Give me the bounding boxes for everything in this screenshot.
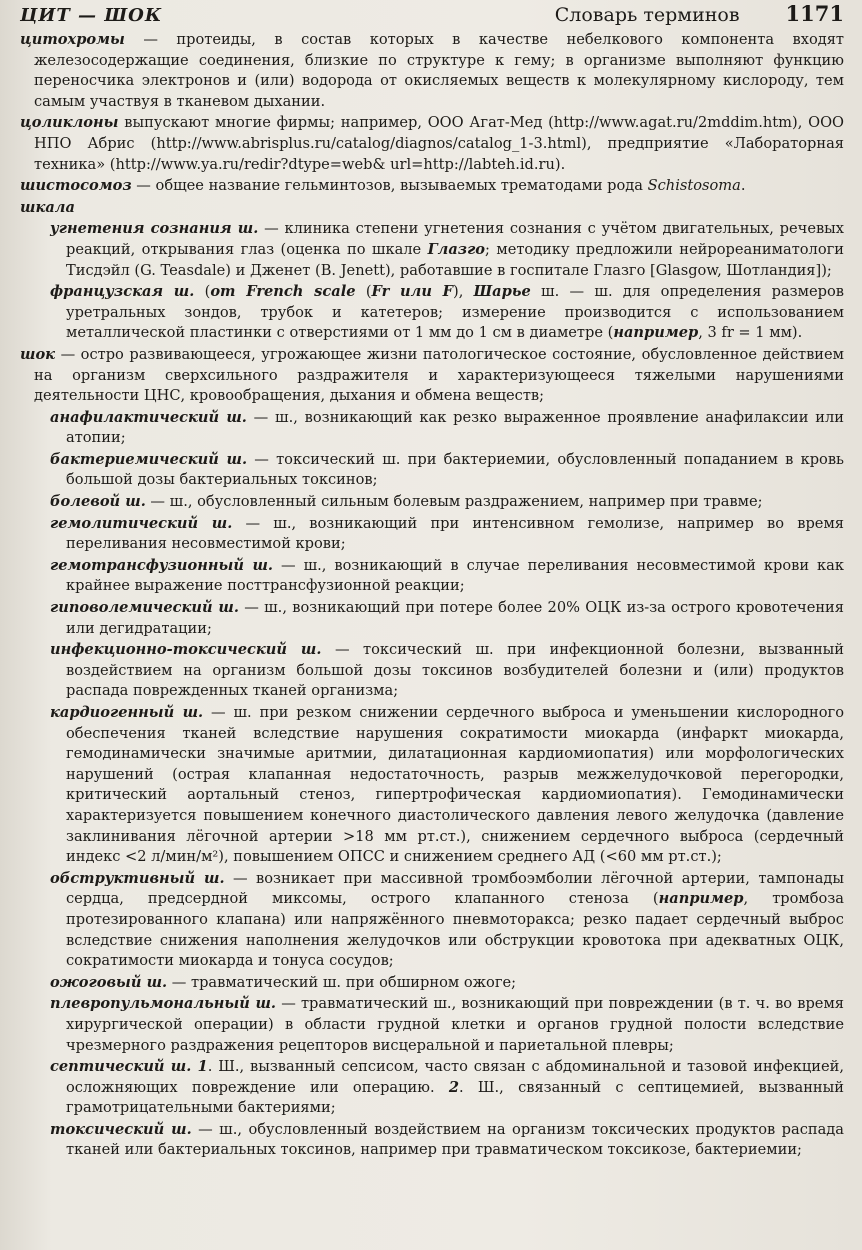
definition: — клиника степени угнетения сознания с учётом двигательных, речевых реакций, открывания глаз (оценка по шкале	[66, 220, 845, 258]
sense-number: 1	[191, 1058, 208, 1076]
definition: — токсический ш. при инфекционной болезни, вызванный воздействием на организм большой дозы токсинов возбудителей болезни и (или) продуктов распада поврежденных тканей организма;	[66, 641, 845, 700]
subentry-shock-hemolytic	[20, 514, 844, 555]
entry-schistosomosis	[20, 176, 844, 197]
definition: — ш., возникающий при интенсивном гемолизе, например во время переливания несовместимой крови;	[66, 514, 844, 553]
emphasis: например	[613, 324, 699, 342]
dictionary-body	[20, 30, 844, 1161]
text-fragment: ш. — ш. для определения размеров уретральных зондов, трубок и катетеров; измерение производится с использованием металлической пластинки с отверстиями от 1 мм до 1 см в диаметре (	[66, 283, 844, 342]
entry-scale	[20, 198, 844, 219]
entry-cytochromes	[20, 30, 844, 112]
text-fragment: (	[194, 283, 211, 301]
definition: — травматический ш. при обширном ожоге;	[167, 973, 517, 991]
subentry-shock-burn	[20, 973, 844, 994]
subheadword: болевой ш.	[50, 493, 146, 511]
text-fragment: , 3 fr = 1 мм).	[698, 324, 803, 342]
subheadword: инфекционно-токсический ш.	[50, 641, 322, 659]
definition: — общее название гельминтозов, вызываемых трематодами рода	[131, 177, 648, 195]
definition: — токсический ш. при бактериемии, обусловленный попаданием в кровь большой дозы бактериальных токсинов;	[66, 450, 844, 489]
definition: — ш., возникающий при потере более 20% ОЦК из-за острого кровотечения или дегидратации;	[66, 599, 844, 637]
glasgow-term: Глазго	[427, 240, 486, 258]
subentry-scale-consciousness	[20, 219, 844, 281]
headword: шистосомоз	[20, 177, 132, 195]
subentry-scale-french	[20, 282, 844, 344]
definition: — остро развивающееся, угрожающее жизни патологическое состояние, обусловленное действием на организм сверхсильного раздражителя и характеризующееся тяжелыми нарушениями деятельности ЦНС, кровообращения, дыхания и обмена веществ;	[34, 345, 844, 405]
entry-shock	[20, 345, 844, 407]
subheadword: французская ш.	[50, 283, 195, 301]
definition: — протеиды, в состав которых в качестве небелкового компонента входят железосодержащие соединения, близкие по структуре к гему; в организме выполняют функцию переносчика электронов и (или) водорода от окисляемых веществ к молекулярному кислороду, тем самым участвуя в тканевом дыхании.	[34, 31, 844, 110]
text-fragment: ),	[453, 283, 474, 301]
definition: — ш., обусловленный сильным болевым раздражением, например при травме;	[145, 493, 763, 511]
definition-tail: . Ш., связанный с септицемией, вызванный грамотрицательными бактериями;	[66, 1078, 844, 1117]
subentry-shock-anaphylactic	[20, 408, 844, 449]
subheadword: угнетения сознания ш.	[50, 220, 259, 238]
subheadword: бактериемический ш.	[50, 450, 248, 468]
definition: — ш., возникающий как резко выраженное проявление анафилаксии или атопии;	[66, 408, 845, 447]
definition: — травматический ш., возникающий при повреждении (в т. ч. во время хирургической операции) в области грудной клетки и органов грудной полости вследствие чрезмерного раздражения рецепторов висцеральной и париетальной плевры;	[66, 995, 845, 1054]
subheadword: ожоговый ш.	[50, 973, 168, 991]
subheadword: кардиогенный ш.	[50, 704, 204, 721]
running-header	[20, 0, 844, 30]
emphasis: Fr или F	[371, 283, 454, 301]
definition-tail: .	[740, 177, 746, 195]
subheadword: токсический ш.	[50, 1120, 192, 1138]
subentry-shock-infectious-toxic	[20, 640, 844, 702]
sense-number: 2	[448, 1078, 459, 1096]
subentry-shock-septic	[20, 1057, 844, 1119]
definition: выпускают многие фирмы; например, ООО Агат-Мед (http://www.agat.ru/2mddim.htm), ООО НПО Абрис (http://www.abrisplus.ru/catalog/diagnos/catalog_1-3.html), предприятие «Лабораторная техника» (http://www.ya.ru/redir?dtype=web& url=http://labteh.id.ru).	[34, 114, 844, 173]
header-title: Словарь терминов	[554, 4, 740, 26]
subentry-shock-bacteremic	[20, 450, 844, 491]
subheadword: обструктивный ш.	[50, 869, 225, 887]
text-fragment: (	[355, 283, 372, 301]
subheadword: анафилактический ш.	[50, 408, 247, 426]
subheadword: гемолитический ш.	[50, 514, 233, 532]
definition-tail: ; методику предложили нейрореаниматологи Тисдэйл (G. Teasdale) и Дженет (B. Jenett), работавшие в госпитале Глазго [Glasgow, Шотландия]);	[66, 240, 844, 279]
genus-name: Schistosoma	[647, 177, 741, 195]
definition: — возникает при массивной тромбоэмболии лёгочной артерии, тампонады сердца, предсердной миксомы, острого клапанного стеноза (	[66, 869, 845, 908]
definition: . Ш., вызванный сепсисом, часто связан с абдоминальной и тазовой инфекцией, осложняющих повреждение или операцию.	[66, 1058, 844, 1096]
emphasis: Шарье	[473, 283, 531, 301]
definition: — ш. при резком снижении сердечного выброса и уменьшении кислородного обеспечения тканей вследствие нарушения сократимости миокарда (инфаркт миокарда, гемодинамически значимые аритмии, дилатационная кардиомиопатия) или морфологических нарушений (острая клапанная недостаточность, разрыв межжелудочковой перегородки, критический аортальный стеноз, гипертрофическая кардиомиопатия). Гемодинамически характеризуется повышением конечного диастолического давления левого желудочка (давление заклинивания лёгочной артерии >18 мм рт.ст.), снижением сердечного выброса (сердечный индекс <2 л/мин/м²), повышением ОПСС и снижением среднего АД (<60 мм рт.ст.);	[66, 704, 844, 866]
emphasis: от French scale	[210, 283, 356, 301]
headword: цоликлоны	[20, 114, 119, 132]
subheadword: гемотрансфузионный ш.	[50, 556, 273, 574]
subentry-shock-hemotransfusion	[20, 556, 844, 597]
subentry-shock-hypovolemic	[20, 598, 844, 639]
subentry-shock-toxic	[20, 1120, 844, 1161]
emphasis: например	[658, 890, 744, 908]
header-range: ЦИТ — ШОК	[20, 5, 163, 26]
subentry-shock-obstructive	[20, 869, 844, 972]
subheadword: гиповолемический ш.	[50, 599, 239, 617]
definition-tail: , тромбоза протезированного клапана) или напряжённого пневмоторакса; резко падает сердечный выброс вследствие снижения наполнения желудочков или обструкции кровотока при адекватных ОЦК, сократимости миокарда и тонуса сосудов;	[66, 890, 844, 970]
entry-cycloclones	[20, 113, 844, 175]
subentry-shock-cardiogenic	[20, 703, 844, 868]
definition: — ш., обусловленный воздействием на организм токсических продуктов распада тканей или бактериальных токсинов, например при травматическом токсикозе, бактериемии;	[66, 1120, 844, 1159]
subheadword: плевропульмональный ш.	[50, 995, 277, 1013]
subentry-shock-pain	[20, 492, 844, 513]
definition: — ш., возникающий в случае переливания несовместимой крови как крайнее выражение посттрансфузионной реакции;	[66, 556, 844, 595]
headword: шкала	[20, 198, 75, 216]
subheadword: септический ш.	[50, 1058, 192, 1076]
page-number: 1171	[785, 1, 844, 26]
subentry-shock-pleuropulmonary	[20, 994, 844, 1056]
headword: шок	[20, 345, 56, 363]
headword: цитохромы	[20, 31, 125, 48]
